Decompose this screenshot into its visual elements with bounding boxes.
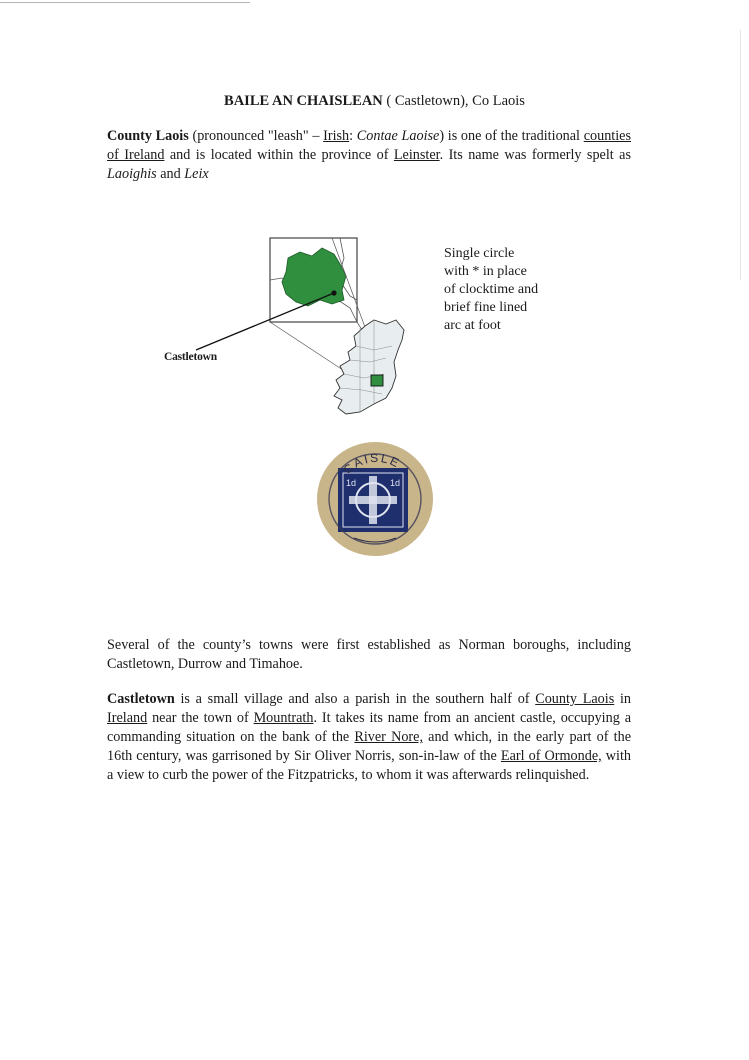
caption-line-4: brief fine lined [444,300,528,315]
stamp-value-left: 1d [346,478,357,488]
intro-text-b: : [349,128,357,144]
ireland-map [334,320,404,414]
stamp-value-right: 1d [390,478,401,488]
castletown-text-c: near the town of [147,710,254,726]
irish-name: Contae Laoise [356,128,440,144]
castletown-text-a: is a small village and also a parish in the southern half of [174,691,536,707]
title-rest: ( Castletown), Co Laois [382,93,525,109]
intro-text-a: (pronounced "leash" – [188,128,324,144]
mountrath-link[interactable]: Mountrath [253,710,314,726]
location-map [160,228,420,423]
zoom-line-left [270,322,352,376]
top-rule [0,2,250,3]
irish-link[interactable]: Irish [323,128,350,144]
postmark-arc-path-text: CAISLE [340,450,403,478]
river-nore-link[interactable]: River Nore, [354,729,423,745]
old-name-1: Laoighis [107,166,157,182]
castletown-bold: Castletown [107,691,175,707]
scan-edge-line [740,30,741,280]
castletown-paragraph [107,690,631,785]
counties-link[interactable]: counties of Ireland [107,128,631,163]
laois-highlight [371,375,383,386]
intro-text-f: and [156,166,185,182]
intro-text-c: ) is one of the traditional [439,128,584,144]
norman-paragraph: Several of the county’s towns were first established as Norman boroughs, including Castletown, Durrow and Timahoe. [107,637,631,672]
castletown-label: Castletown [164,351,217,363]
old-name-2: Leix [184,166,209,182]
caption-line-2: with * in place [444,264,527,279]
intro-text-e: . Its name was formerly spelt as [439,147,631,163]
caption-line-3: of clocktime and [444,282,539,297]
castletown-text-f: with a view to curb the power of the Fitzpatricks, to whom it was afterwards relinquished. [107,748,631,783]
postmark-caption [444,245,574,335]
caption-line-5: arc at foot [444,318,501,333]
caption-line-1: Single circle [444,246,515,261]
intro-text-d: and is located within the province of [164,147,394,163]
page-title [0,93,749,110]
title-bold: BAILE AN CHAISLEAN [224,93,383,109]
intro-paragraph [107,127,631,184]
celtic-cross-horizontal [349,496,397,504]
castletown-text-b: in [614,691,631,707]
castletown-text-e: and which, in the early part of the 16th century, was garrisoned by Sir Oliver Norris, son-in-law of the [107,729,631,764]
leinster-link[interactable]: Leinster [393,147,440,163]
county-name: County Laois [107,128,189,144]
castletown-text-d: . It takes its name from an ancient castle, occupying a commanding situation on the bank of the [107,710,631,745]
postmark-stamp-image [310,438,440,560]
ireland-link[interactable]: Ireland [107,710,148,726]
county-laois-link[interactable]: County Laois [535,691,615,707]
earl-of-ormonde-link[interactable]: Earl of Ormonde, [500,748,602,764]
